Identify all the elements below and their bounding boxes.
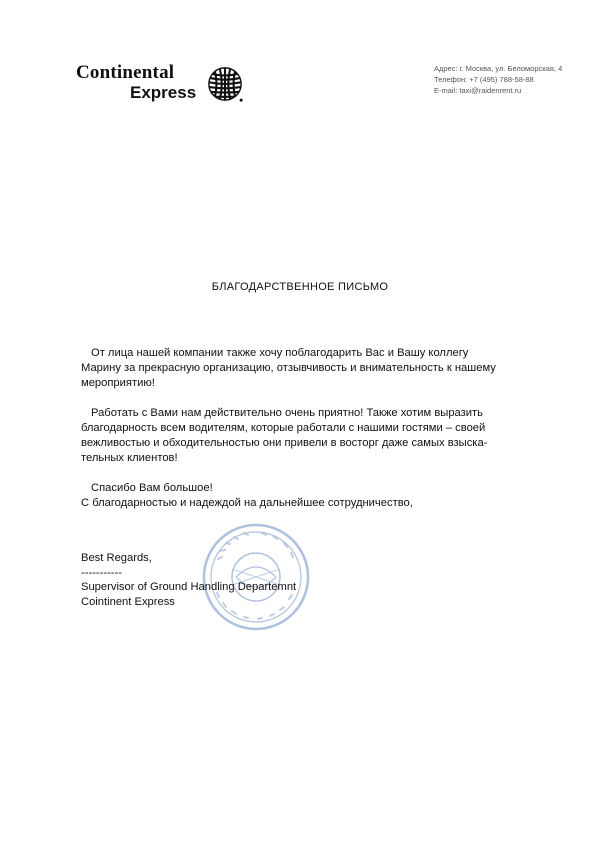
signature-block (81, 551, 296, 609)
globe-icon (206, 65, 244, 103)
company-logo (76, 62, 251, 104)
contact-phone: Телефон: +7 (495) 788-58-88 (434, 75, 534, 84)
paragraph-1-line: Марину за прекрасную организацию, отзывчивость и внимательность к нашему (81, 362, 496, 374)
paragraph-2-line: благодарность всем водителям, которые работали с нашими гостями – своей (81, 422, 486, 434)
signature-best-regards: Best Regards, (81, 552, 152, 564)
letter-body (81, 346, 541, 511)
signature-position: Supervisor of Ground Handling Departemnt (81, 581, 297, 593)
logo-text-line1: Continental (76, 62, 175, 83)
letter-title: БЛАГОДАРСТВЕННОЕ ПИСЬМО (211, 281, 389, 293)
contact-info (434, 63, 562, 96)
contact-address: Адрес: г. Москва, ул. Беломорская, 4 (434, 64, 563, 73)
paragraph-2-line: вежливостью и обходительностью они привели в восторг даже самых взыска- (81, 437, 488, 449)
signature-company: Cointinent Express (81, 595, 175, 608)
signature-dashes: ----------- (81, 566, 122, 579)
closing (81, 481, 541, 511)
paragraph-2-line: тельных клиентов! (81, 452, 178, 464)
closing-regards: С благодарностью и надеждой на дальнейшее сотрудничество, (81, 497, 413, 509)
paragraph-1-line: От лица нашей компании также хочу поблагодарить Вас и Вашу коллегу (91, 347, 469, 359)
paragraph-2 (81, 406, 541, 466)
closing-thanks: Спасибо Вам большое! (91, 482, 213, 494)
paragraph-2-line: Работать с Вами нам действительно очень приятно! Также хотим выразить (91, 407, 483, 419)
logo-text-line2: Express (130, 83, 197, 102)
contact-email: E-mail: taxi@raidenrent.ru (434, 86, 522, 95)
paragraph-1 (81, 346, 541, 391)
paragraph-1-line: мероприятию! (81, 377, 155, 389)
